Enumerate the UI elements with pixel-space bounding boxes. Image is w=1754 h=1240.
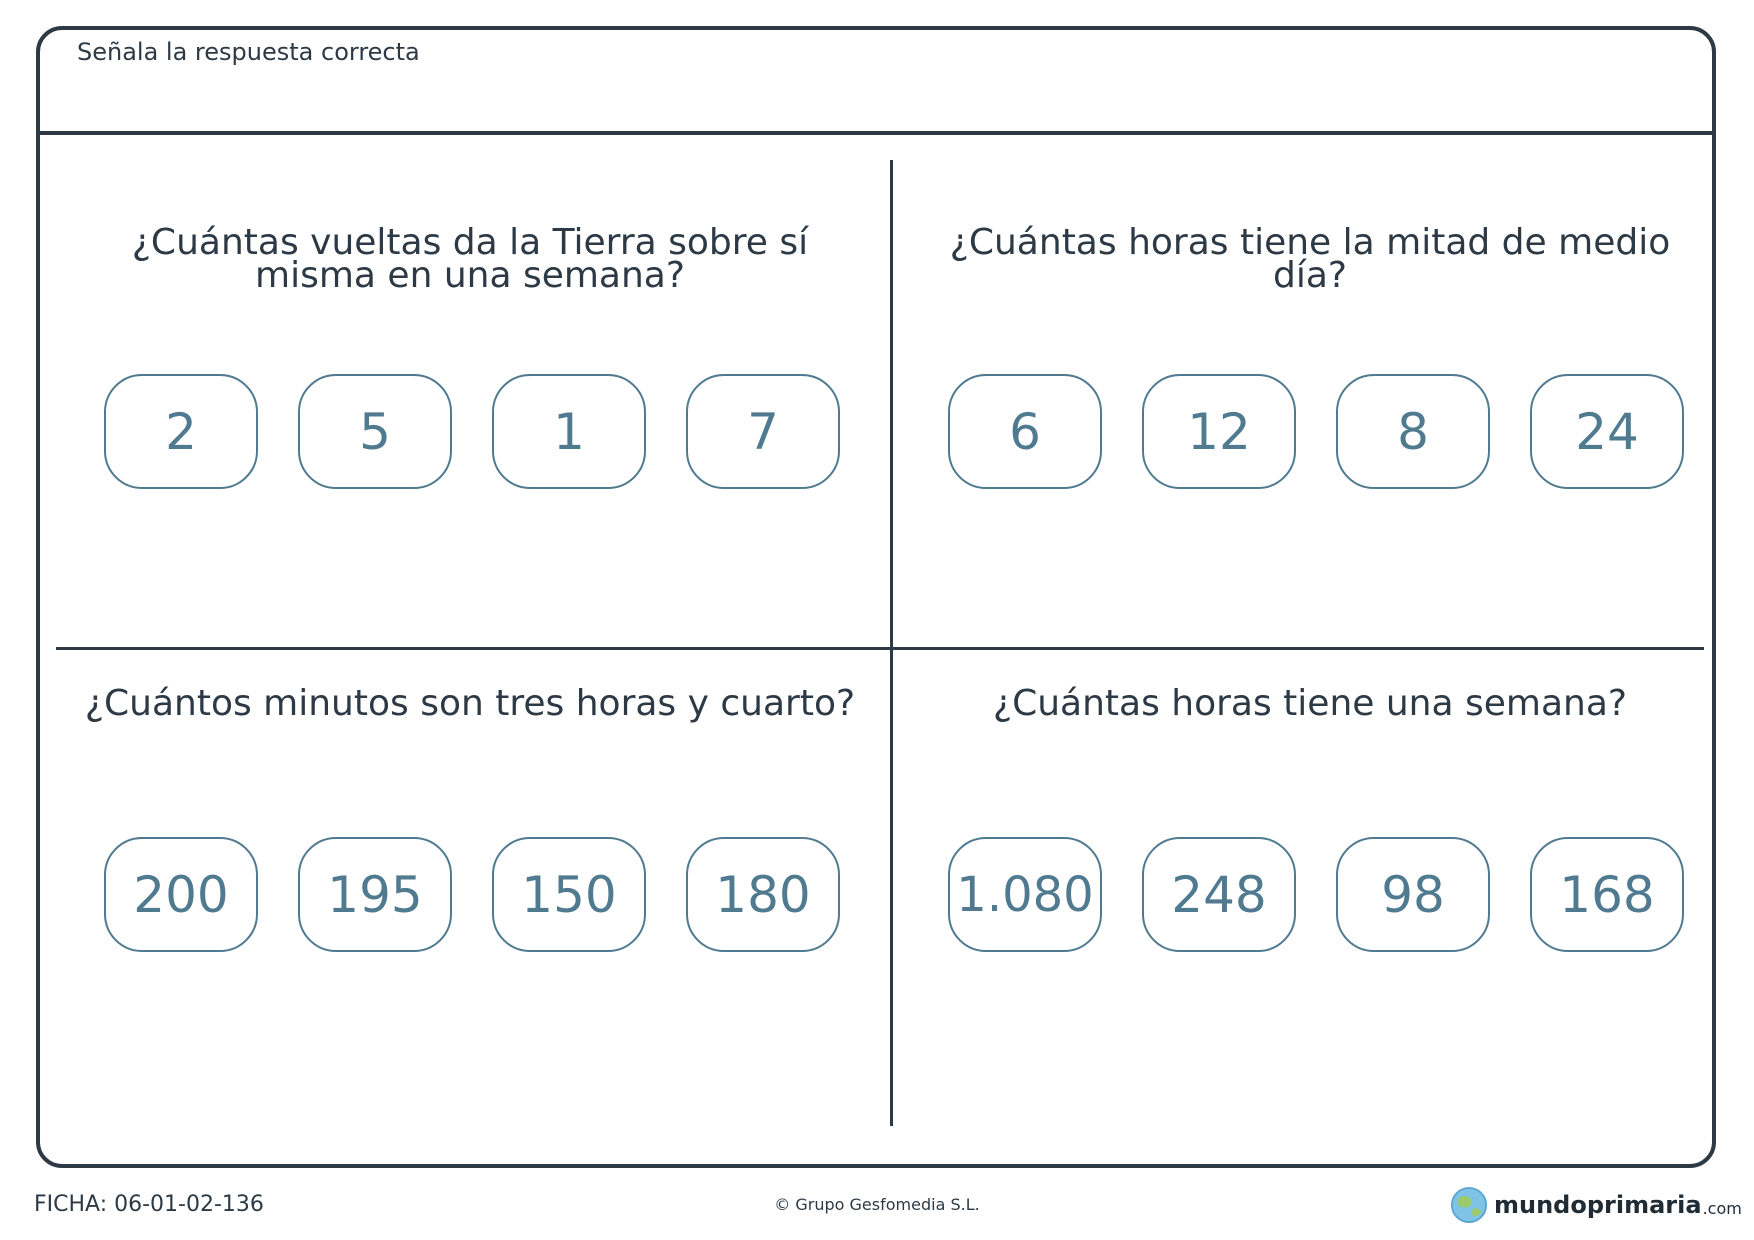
- answer-option[interactable]: 2: [104, 374, 258, 489]
- question-4: ¿Cuántas horas tiene una semana?: [992, 683, 1628, 724]
- site-logo[interactable]: [1450, 1185, 1742, 1225]
- answer-option[interactable]: 1: [492, 374, 646, 489]
- answer-option[interactable]: 200: [104, 837, 258, 952]
- logo-text: mundoprimaria: [1494, 1191, 1702, 1219]
- question-2: ¿Cuántas horas tiene la mitad de medio día?: [949, 222, 1671, 296]
- globe-icon: [1450, 1186, 1488, 1224]
- answer-option[interactable]: 6: [948, 374, 1102, 489]
- answer-option[interactable]: 195: [298, 837, 452, 952]
- copyright-text: © Grupo Gesfomedia S.L.: [774, 1195, 980, 1214]
- vertical-divider: [890, 160, 893, 1126]
- horizontal-divider: [56, 647, 1704, 650]
- answer-option[interactable]: 248: [1142, 837, 1296, 952]
- answer-option[interactable]: 8: [1336, 374, 1490, 489]
- logo-suffix: .com: [1702, 1198, 1742, 1218]
- worksheet-frame: [36, 26, 1716, 1168]
- question-3: ¿Cuántos minutos son tres horas y cuarto?: [84, 683, 856, 724]
- answer-option[interactable]: 168: [1530, 837, 1684, 952]
- answer-option[interactable]: 5: [298, 374, 452, 489]
- answer-option[interactable]: 180: [686, 837, 840, 952]
- answer-option[interactable]: 7: [686, 374, 840, 489]
- answer-option[interactable]: 150: [492, 837, 646, 952]
- answer-option[interactable]: 98: [1336, 837, 1490, 952]
- answer-option[interactable]: 12: [1142, 374, 1296, 489]
- header-divider: [36, 131, 1716, 135]
- answer-option[interactable]: 24: [1530, 374, 1684, 489]
- instruction-text: Señala la respuesta correcta: [77, 38, 420, 66]
- answer-option[interactable]: 1.080: [948, 837, 1102, 952]
- ficha-code: FICHA: 06-01-02-136: [34, 1192, 264, 1217]
- question-1: ¿Cuántas vueltas da la Tierra sobre sí misma en una semana?: [131, 222, 809, 296]
